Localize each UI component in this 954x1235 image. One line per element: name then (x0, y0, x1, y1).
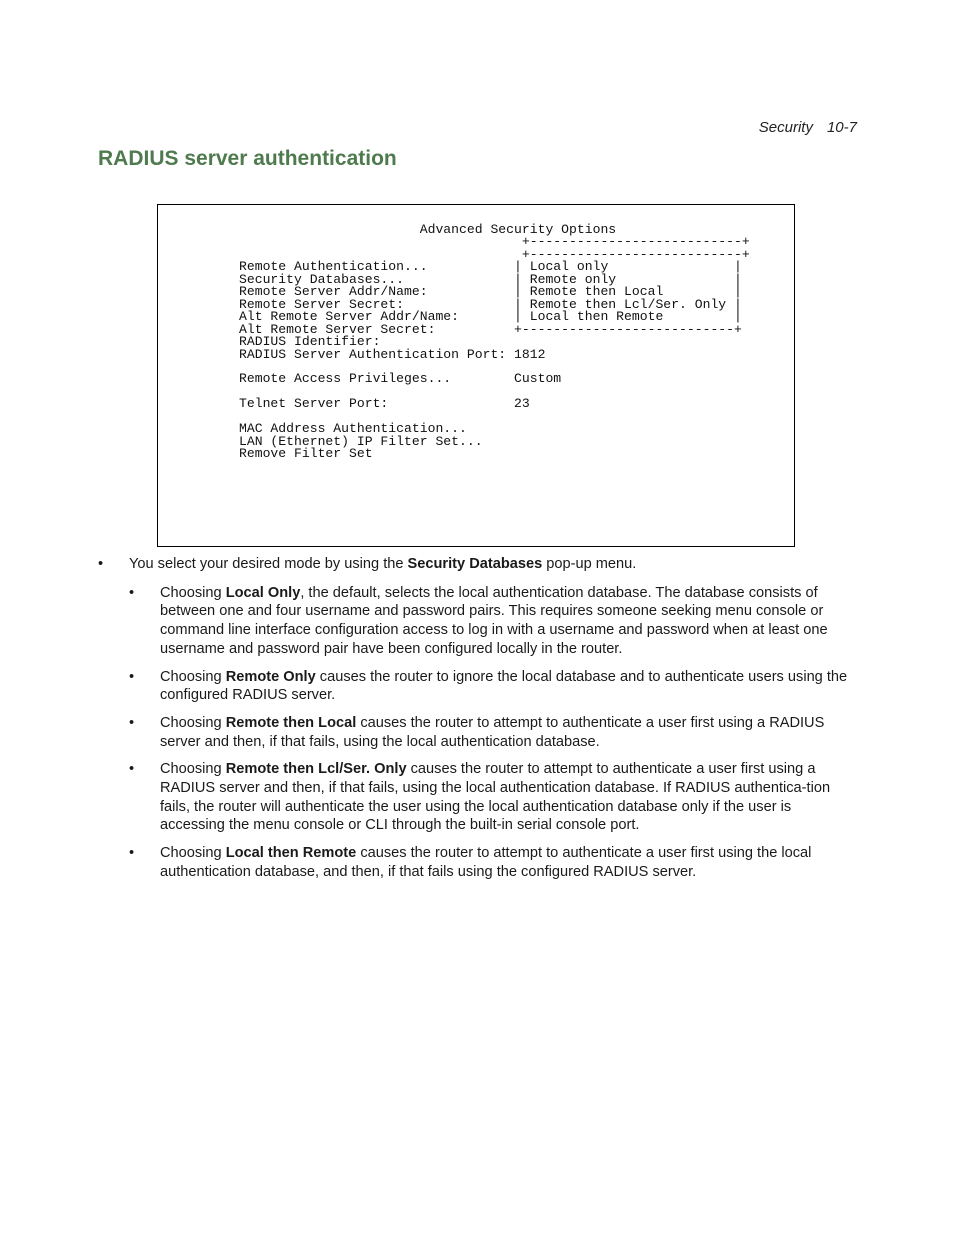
sub-bullet-bold: Remote then Local (225, 714, 357, 731)
sub-bullet-remote-then-lcl-ser-only (98, 760, 854, 835)
sub-bullet-text-before: Choosing (160, 668, 226, 685)
sub-bullet-text-after: causes the router to ignore the local database and to authenticate users using the configured RADIUS server. (160, 668, 848, 704)
sub-bullet-remote-then-local (98, 714, 854, 751)
sub-bullet-bold: Remote then Lcl/Ser. Only (225, 761, 407, 778)
intro-bullet (98, 555, 854, 574)
intro-bullet-bold: Security Databases (407, 556, 543, 572)
intro-bullet-text-after: pop-up menu. (542, 556, 637, 572)
running-header-page-number: 10-7 (826, 119, 857, 136)
sub-bullet-remote-only (98, 668, 854, 705)
sub-bullet-text-before: Choosing (160, 845, 226, 862)
bullet-marker: • (129, 584, 135, 601)
sub-bullet-bold: Local then Remote (225, 845, 357, 862)
bullet-marker: • (98, 556, 104, 572)
sub-bullet-text-before: Choosing (160, 584, 226, 601)
sub-bullet-local-only (98, 584, 854, 659)
sub-bullet-text-after: causes the router to attempt to authenticate a user first using a RADIUS server and then, if that fails, using the local authentication database. (160, 714, 825, 750)
bullet-marker: • (129, 761, 135, 778)
console-screenshot-frame (157, 204, 795, 547)
sub-bullet-bold: Local Only (225, 584, 301, 601)
bullet-marker: • (129, 845, 135, 862)
bullet-list (98, 555, 854, 891)
sub-bullet-text-before: Choosing (160, 761, 226, 778)
bullet-marker: • (129, 668, 135, 685)
sub-bullet-text-before: Choosing (160, 714, 226, 731)
sub-bullet-text-after: , the default, selects the local authentication database. The database consists of between one and four username and password pairs. This requires someone seeking menu console or command line interface configuration access to log in with a username and password when at least one username and password pair have been configured locally in the router. (160, 584, 828, 657)
bullet-marker: • (129, 714, 135, 731)
sub-bullet-text-after: causes the router to attempt to authenticate a user first using the local authentication database, and then, if that fails using the configured RADIUS server. (160, 845, 812, 880)
section-title: RADIUS server authentication (98, 147, 397, 170)
sub-bullet-local-then-remote (98, 844, 854, 881)
intro-bullet-text-before: You select your desired mode by using the (129, 556, 408, 572)
sub-bullet-text-after: causes the router to attempt to authenticate a user first using a RADIUS server and then, if that fails, using the local authentication database. If RADIUS authentica-tion fails, the router will authenticate the user using the local authentication database only if the user is accessing the menu console or CLI through the built-in serial console port. (160, 761, 831, 834)
running-header (759, 119, 857, 136)
running-header-section: Security (758, 119, 813, 136)
sub-bullet-bold: Remote Only (225, 668, 316, 685)
console-screen-text: Advanced Security Options +---------------------------+ +---------------------------+ Remote Authentication... | Local only | Security Databases... | Remote only | Remote Server Addr/Name: | Remote then Local | Remote Server Secret: | Remote then Lcl/Ser. Only | Alt Remote Server Addr/Name: | Local then Remote | Alt Remote Server Secret: +---------------------------+ RADIUS Identifier: RADIUS Server Authentication Port: 1812 Remote Access Privileges... Custom Telnet Server Port: 23 MAC Address Authentication... LAN (Ethernet) IP Filter Set... Remove Filter Set (239, 222, 750, 462)
